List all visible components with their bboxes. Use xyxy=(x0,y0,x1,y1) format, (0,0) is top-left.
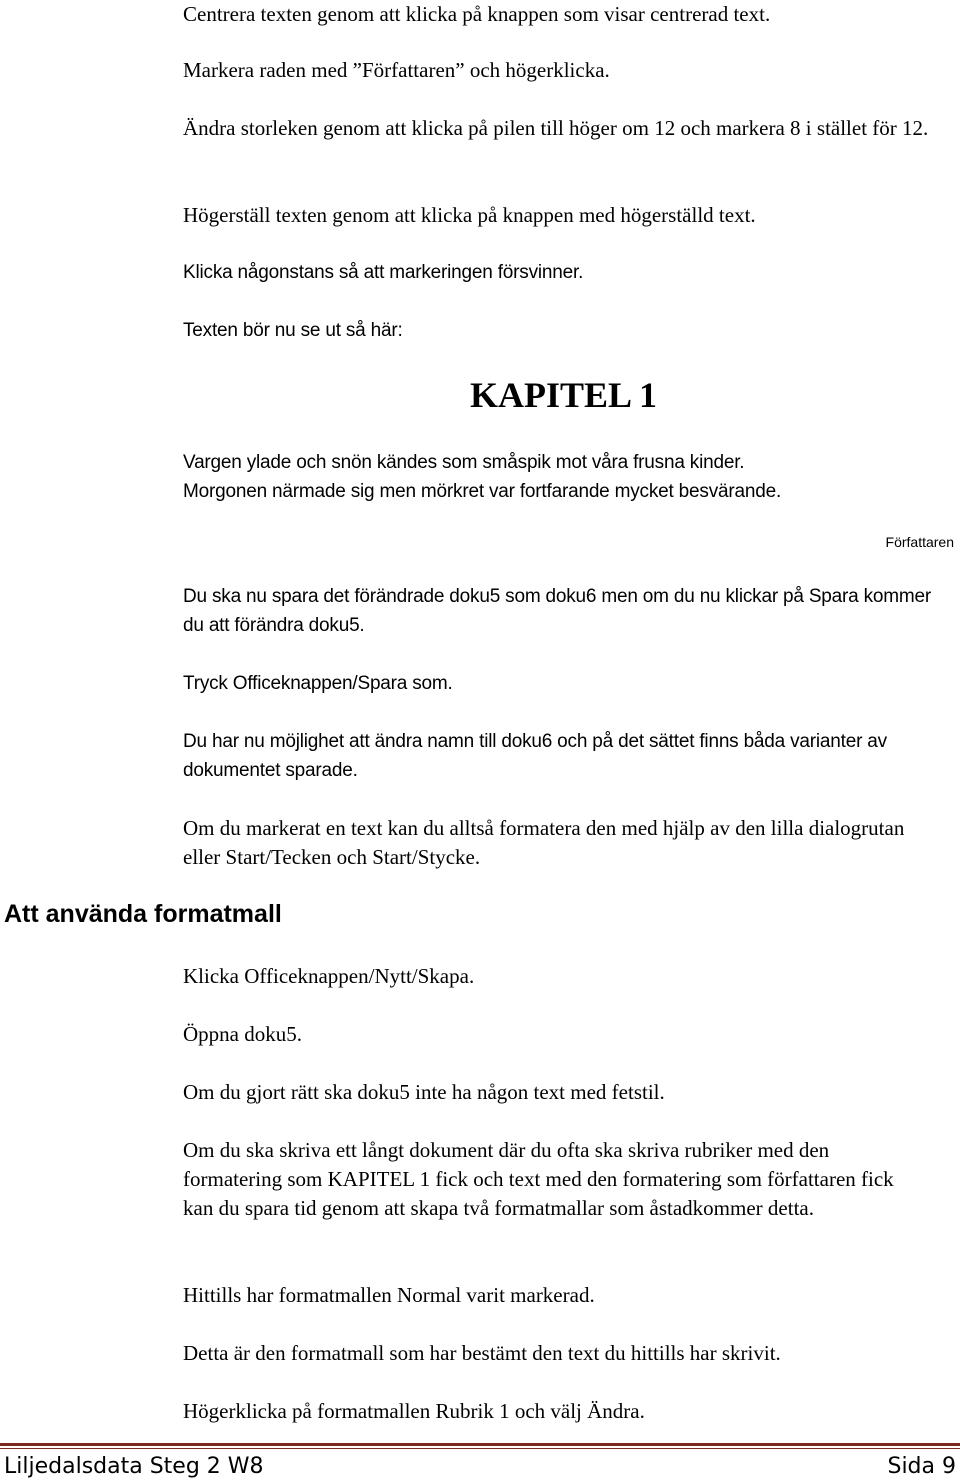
section-paragraph-4: Om du ska skriva ett långt dokument där du ofta ska skriva rubriker med den formatering som KAPITEL 1 fick och text med den formatering som författaren fick kan du spara tid genom att skapa två formatmallar som åstadkommer detta. xyxy=(183,1138,894,1220)
section-paragraph-3: Om du gjort rätt ska doku5 inte ha någon text med fetstil. xyxy=(183,1080,665,1104)
page-number: Sida 9 xyxy=(887,1454,956,1479)
footer-title: Liljedalsdata Steg 2 W8 xyxy=(4,1454,264,1479)
instruction-should-look: Texten bör nu se ut så här: xyxy=(183,320,403,341)
example-chapter-title: KAPITEL 1 xyxy=(470,375,658,415)
save-paragraph-1: Du ska nu spara det förändrade doku5 som doku6 men om du nu klickar på Spara kommer du att förändra doku5. xyxy=(183,586,932,636)
example-line-2: Morgonen närmade sig men mörkret var fortfarande mycket besvärande. xyxy=(183,481,782,502)
section-paragraph-1: Klicka Officeknappen/Nytt/Skapa. xyxy=(183,964,475,988)
save-paragraph-4: Om du markerat en text kan du alltså formatera den med hjälp av den lilla dialogrutan eller Start/Tecken och Start/Stycke. xyxy=(183,816,905,869)
section-paragraph-7: Högerklicka på formatmallen Rubrik 1 och välj Ändra. xyxy=(183,1399,645,1423)
example-line-1: Vargen ylade och snön kändes som småspik mot våra frusna kinder. xyxy=(183,452,745,473)
instruction-right-align: Högerställ texten genom att klicka på knappen med högerställd text. xyxy=(183,203,756,227)
instruction-deselect: Klicka någonstans så att markeringen försvinner. xyxy=(183,262,584,283)
footer-rule xyxy=(0,1443,960,1446)
example-author: Författaren xyxy=(885,534,954,550)
section-paragraph-6: Detta är den formatmall som har bestämt den text du hittills har skrivit. xyxy=(183,1341,781,1365)
section-paragraph-5: Hittills har formatmallen Normal varit markerad. xyxy=(183,1283,595,1307)
save-paragraph-3: Du har nu möjlighet att ändra namn till doku6 och på det sättet finns båda varianter av dokumentet sparade. xyxy=(183,731,887,781)
instruction-resize: Ändra storleken genom att klicka på pilen till höger om 12 och markera 8 i stället för 12. xyxy=(183,116,929,140)
instruction-mark-author: Markera raden med ”Författaren” och högerklicka. xyxy=(183,58,610,82)
footer-rule-thin xyxy=(0,1448,960,1449)
instruction-center: Centrera texten genom att klicka på knappen som visar centrerad text. xyxy=(183,2,771,26)
section-heading: Att använda formatmall xyxy=(4,900,282,928)
section-paragraph-2: Öppna doku5. xyxy=(183,1022,302,1046)
save-paragraph-2: Tryck Officeknappen/Spara som. xyxy=(183,673,453,694)
